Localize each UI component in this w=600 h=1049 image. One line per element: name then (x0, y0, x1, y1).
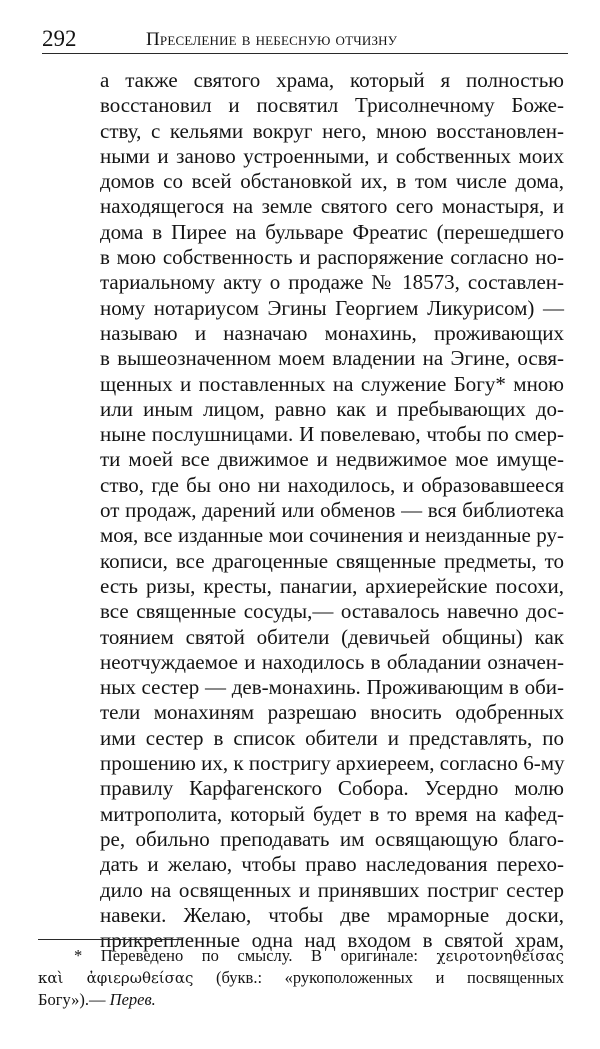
body-line: ству, с кельями вокруг него, мною восстановлен- (100, 118, 564, 143)
body-line: митрополита, который будет в то время на кафед- (100, 801, 564, 826)
body-line: называю и назначаю монахинь, проживающих (100, 320, 564, 345)
body-line: ному нотариусом Эгины Георгием Ликурисом) — (100, 295, 564, 320)
footnote-text: * Переведено по смыслу. В оригинале: (74, 946, 418, 965)
body-line: дило на освященных и принявших постриг сестер (100, 877, 564, 902)
body-line: домов со всей обстановкой их, в том числе дома, (100, 169, 564, 194)
body-line: а также святого храма, который я полностью (100, 68, 564, 92)
body-line: от продаж, дарений или обменов — вся библиотека (100, 498, 564, 523)
body-line: навеки. Желаю, чтобы две мраморные доски, (100, 902, 564, 927)
page-number: 292 (42, 26, 77, 51)
body-line: в мою собственность и распоряжение согласно но- (100, 245, 564, 270)
footnote-text: (букв.: «рукоположенных и посвященных (216, 968, 565, 987)
running-head (42, 26, 568, 54)
greek-term: χειροτονηθείσας (436, 947, 564, 965)
body-line: кописи, все драгоценные священные предметы, то (100, 548, 564, 573)
footnote-line (38, 945, 564, 967)
body-line: ными и заново устроенными, и собственных моих (100, 143, 564, 168)
body-line: моя, все изданные мои сочинения и неизданные ру- (100, 523, 564, 548)
footnote-text: Богу»).— (38, 990, 106, 1009)
body-line: тели монахиням разрешаю вносить одобренных (100, 700, 564, 725)
body-text (100, 68, 564, 953)
body-line: дать и желаю, чтобы право наследования перехо- (100, 852, 564, 877)
footnote-line (38, 989, 564, 1011)
body-line: восстановил и посвятил Трисолнечному Боже- (100, 93, 564, 118)
greek-term: καὶ ἀφιερωθείσας (38, 969, 194, 987)
footnote (38, 945, 564, 1011)
body-line: все священные сосуды,— оставалось навечно дос- (100, 599, 564, 624)
body-line: есть ризы, кресты, панагии, архиерейские посохи, (100, 573, 564, 598)
body-line: ныне послушницами. И повелеваю, чтобы по смер- (100, 422, 564, 447)
body-line: прикрепленные одна над входом в святой храм, (100, 928, 564, 953)
body-line: ти моей все движимое и недвижимое мое имуще- (100, 447, 564, 472)
body-line: тариальному акту о продаже № 18573, составлен- (100, 270, 564, 295)
translator-note: Перев. (109, 990, 156, 1009)
body-line: в вышеозначенном моем владении на Эгине, освя- (100, 346, 564, 371)
body-line: ство, где бы оно ни находилось, и образовавшееся (100, 472, 564, 497)
body-line: неотчуждаемое и находилось в обладании означен- (100, 649, 564, 674)
body-line: или иным лицом, равно как и пребывающих до- (100, 396, 564, 421)
body-line: ных сестер — дев-монахинь. Проживающим в оби- (100, 675, 564, 700)
body-line: ими сестер в список обители и представлять, по (100, 725, 564, 750)
body-line: дома в Пирее на бульваре Фреатис (перешедшего (100, 219, 564, 244)
body-line: прошению их, к постригу архиереем, согласно 6-му (100, 751, 565, 776)
running-title: Преселение в небесную отчизну (146, 29, 398, 50)
body-line: правилу Карфагенского Собора. Усердно молю (100, 776, 564, 801)
footnote-divider (38, 939, 182, 940)
body-line: находящегося на земле святого сего монастыря, и (100, 194, 564, 219)
body-line: тоянием святой обители (девичьей общины) как (100, 624, 564, 649)
body-line: ре, обильно преподавать им освящающую благо- (100, 826, 564, 851)
body-line: щенных и поставленных на служение Богу* мною (100, 371, 564, 396)
footnote-line (38, 967, 564, 989)
